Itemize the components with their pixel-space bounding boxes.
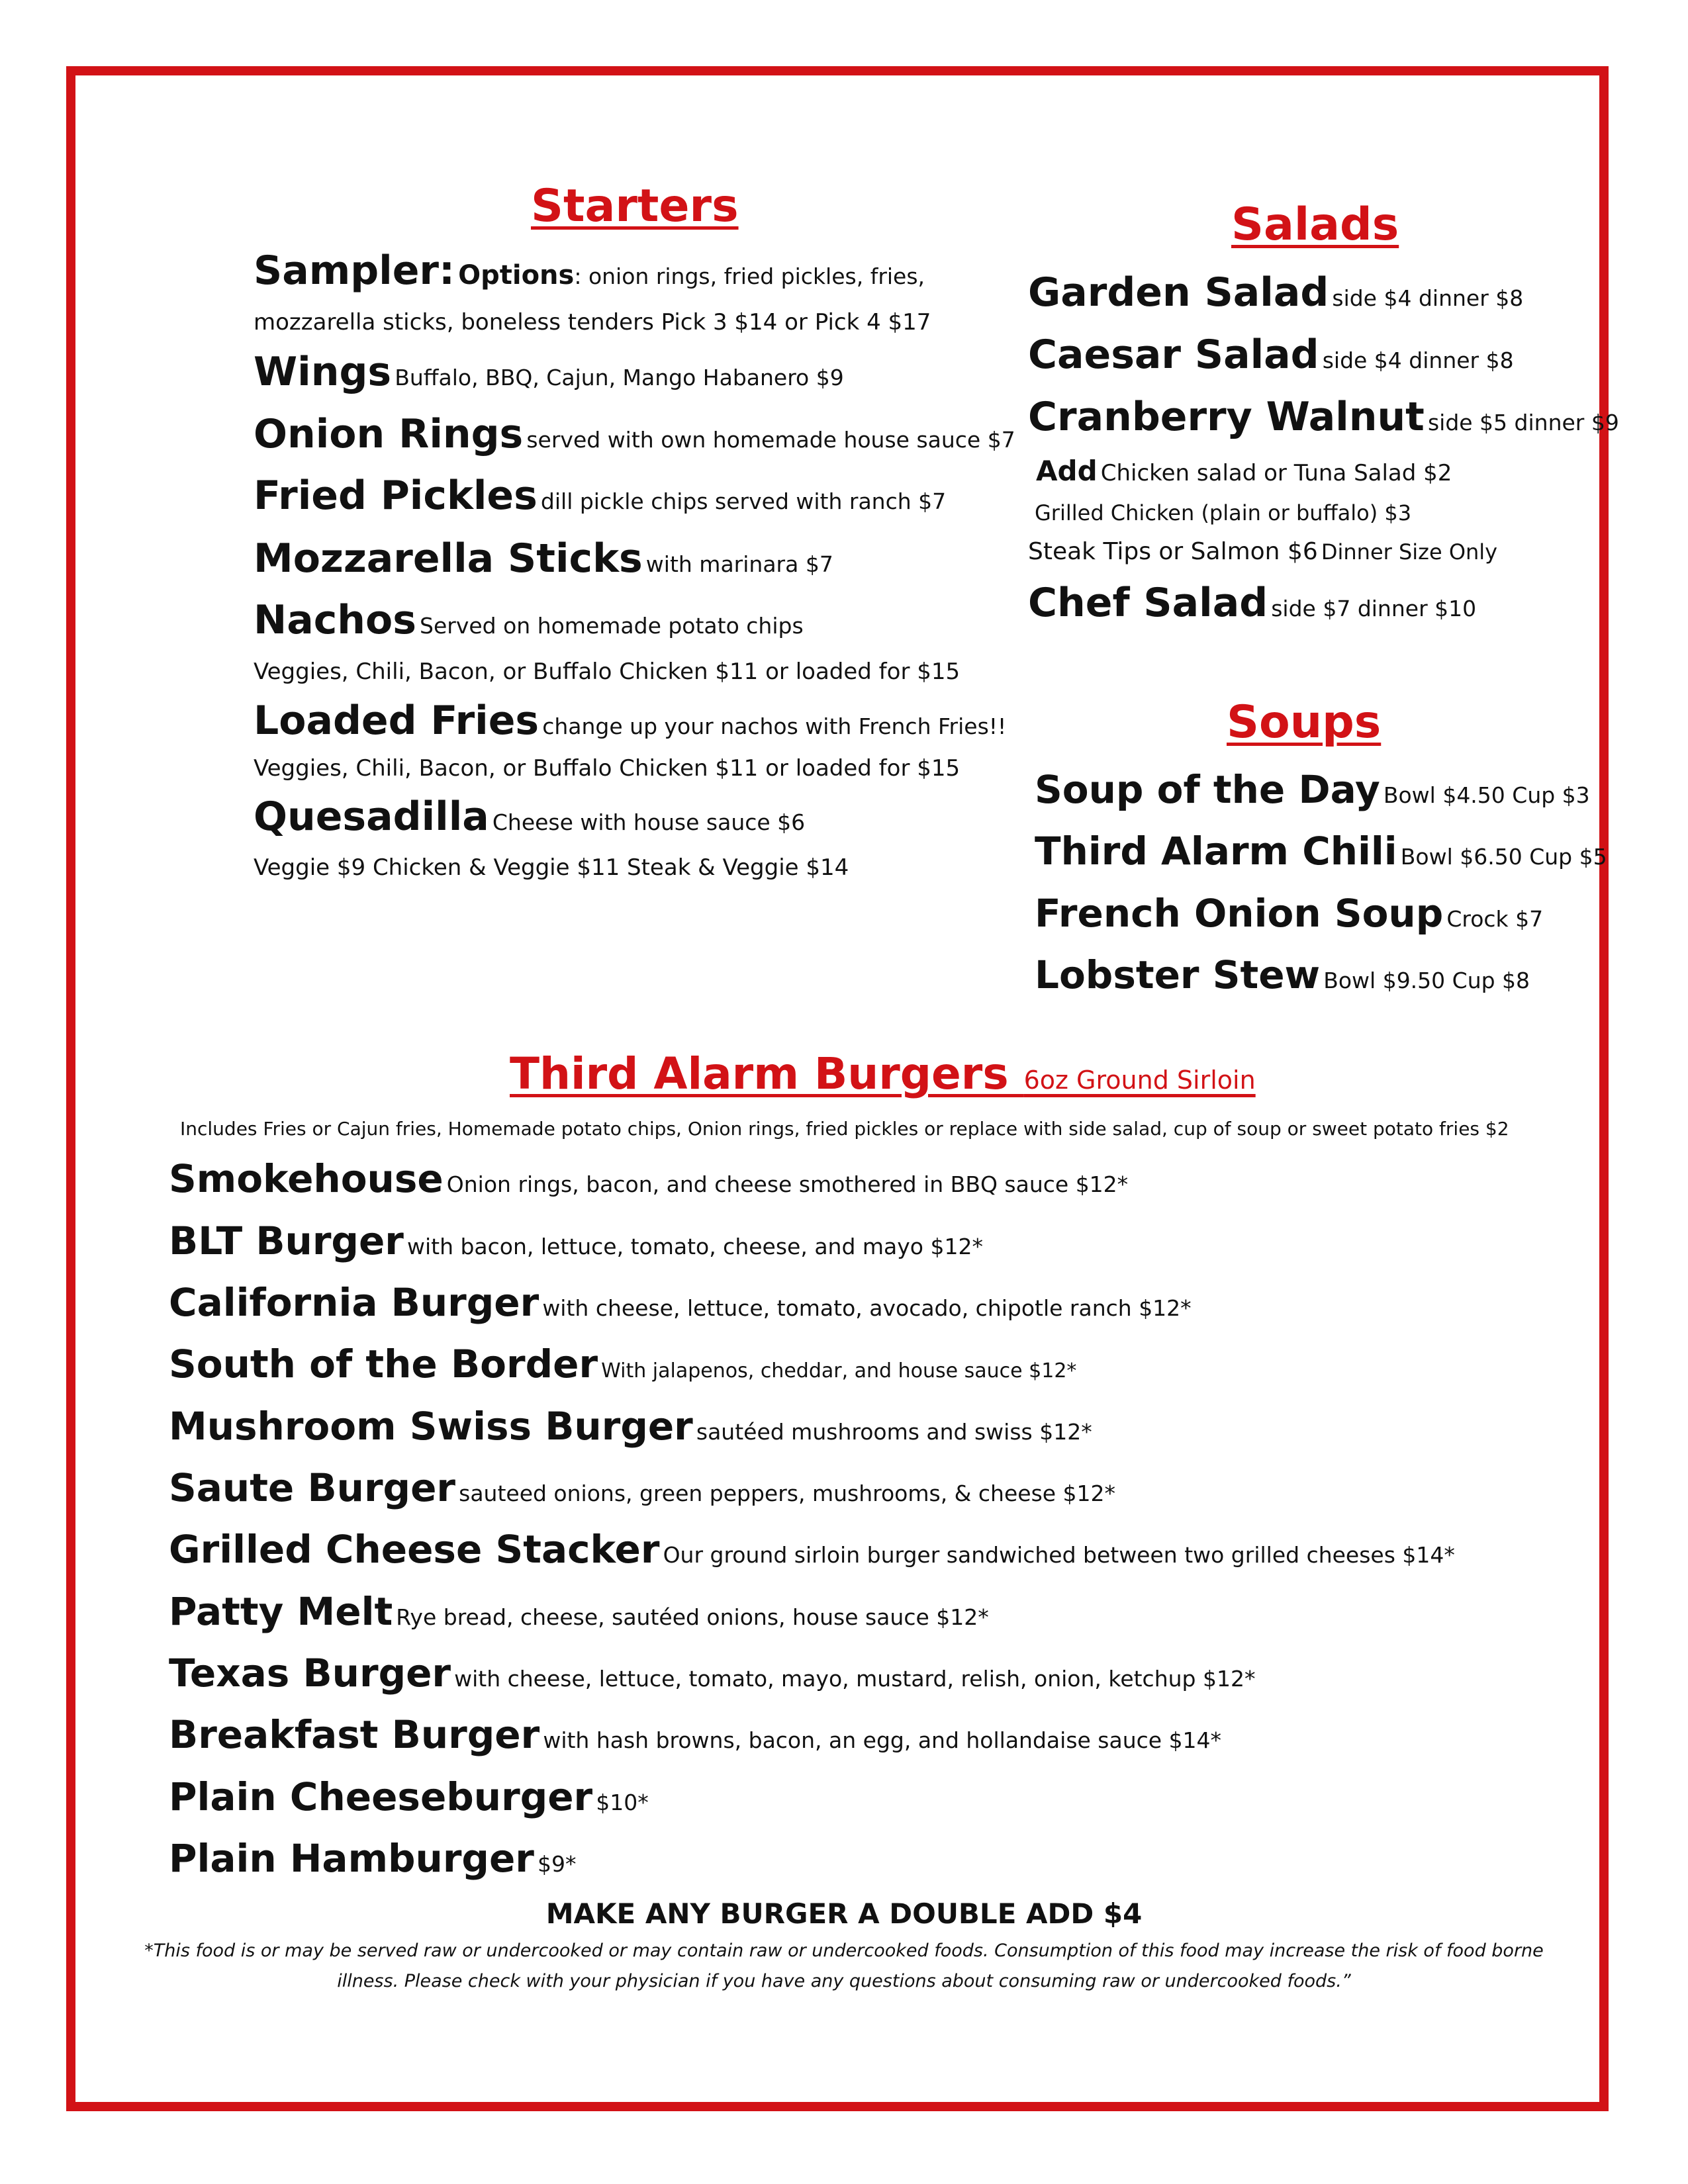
menu-item-mozzarella-sticks [254, 536, 833, 582]
item-name: Soup of the Day [1035, 767, 1380, 812]
item-name: Third Alarm Chili [1035, 829, 1397, 874]
item-name: Wings [254, 349, 392, 395]
menu-item-blt-burger [169, 1219, 983, 1263]
item-desc: with hash browns, bacon, an egg, and hollandaise sauce $14* [543, 1727, 1222, 1753]
menu-item-quesadilla [254, 794, 805, 840]
menu-item-sampler [254, 248, 925, 294]
quesadilla-note: Veggie $9 Chicken & Veggie $11 Steak & Veggie $14 [254, 854, 849, 881]
menu-item-third-alarm-chili [1035, 829, 1607, 874]
item-desc: Onion rings, bacon, and cheese smothered in BBQ sauce $12* [446, 1171, 1129, 1197]
menu-item-texas-burger [169, 1651, 1255, 1696]
item-name: California Burger [169, 1280, 539, 1325]
menu-item-garden-salad [1028, 270, 1523, 316]
item-desc: served with own homemade house sauce $7 [526, 427, 1015, 453]
item-name: Onion Rings [254, 411, 524, 457]
salad-add-line [1036, 455, 1452, 487]
double-burger-note: MAKE ANY BURGER A DOUBLE ADD $4 [545, 1897, 1143, 1930]
item-desc: with bacon, lettuce, tomato, cheese, and mayo $12* [406, 1234, 983, 1259]
menu-item-plain-cheeseburger [169, 1775, 649, 1819]
item-desc: side $4 dinner $8 [1332, 285, 1524, 311]
burgers-subheading: 6oz Ground Sirloin [1023, 1066, 1256, 1095]
menu-item-lobster-stew [1035, 953, 1530, 997]
add-line3-a: Steak Tips or Salmon $6 [1028, 538, 1318, 565]
item-desc: dill pickle chips served with ranch $7 [540, 488, 947, 514]
menu-item-south-of-the-border [169, 1342, 1076, 1387]
item-name: Patty Melt [169, 1589, 393, 1634]
item-name: Garden Salad [1028, 269, 1329, 316]
item-desc: side $7 dinner $10 [1271, 596, 1477, 621]
disclaimer-line1: *This food is or may be served raw or undercooked or may contain raw or undercooked foods. Consumption of this food may increase the risk of food borne [144, 1940, 1544, 1961]
sampler-line2: mozzarella sticks, boneless tenders Pick 3 $14 or Pick 4 $17 [254, 309, 931, 336]
menu-item-chef-salad [1028, 580, 1476, 626]
item-name: Lobster Stew [1035, 952, 1321, 997]
menu-item-patty-melt [169, 1590, 989, 1634]
item-name: Mozzarella Sticks [254, 535, 643, 582]
item-desc: Buffalo, BBQ, Cajun, Mango Habanero $9 [395, 365, 844, 390]
item-name: Quesadilla [254, 794, 489, 840]
burgers-title: Third Alarm Burgers [510, 1048, 1024, 1099]
item-desc: sauteed onions, green peppers, mushrooms, & cheese $12* [459, 1480, 1116, 1506]
item-name: Caesar Salad [1028, 332, 1319, 378]
starters-heading: Starters [531, 180, 739, 232]
item-name: Smokehouse [169, 1156, 444, 1201]
disclaimer-line2: illness. Please check with your physician if you have any questions about consuming raw or undercooked foods.” [337, 1971, 1351, 1991]
item-name: BLT Burger [169, 1218, 404, 1263]
salad-add-line3 [1028, 538, 1497, 565]
menu-item-nachos [254, 598, 804, 643]
item-name: Loaded Fries [254, 698, 539, 744]
burgers-includes: Includes Fries or Cajun fries, Homemade potato chips, Onion rings, fried pickles or replace with side salad, cup of soup or sweet potato fries $2 [180, 1118, 1509, 1140]
add-line3-b: Dinner Size Only [1321, 539, 1498, 565]
item-name: Nachos [254, 597, 416, 643]
menu-item-smokehouse [169, 1157, 1128, 1201]
menu-item-fried-pickles [254, 473, 946, 519]
add-text: Chicken salad or Tuna Salad $2 [1100, 460, 1452, 486]
item-desc: side $4 dinner $8 [1322, 347, 1514, 373]
menu-item-mushroom-swiss [169, 1404, 1092, 1449]
item-desc: change up your nachos with French Fries!! [542, 713, 1007, 739]
item-name: French Onion Soup [1035, 891, 1444, 936]
item-desc: with cheese, lettuce, tomato, avocado, chipotle ranch $12* [542, 1295, 1192, 1321]
loaded-fries-note: Veggies, Chili, Bacon, or Buffalo Chicken $11 or loaded for $15 [254, 755, 961, 782]
menu-item-cranberry-walnut [1028, 394, 1619, 440]
nachos-note: Veggies, Chili, Bacon, or Buffalo Chicken $11 or loaded for $15 [254, 659, 961, 685]
item-desc: Served on homemade potato chips [420, 613, 804, 639]
salads-heading: Salads [1231, 199, 1399, 251]
item-desc: : onion rings, fried pickles, fries, [574, 263, 925, 289]
soups-heading: Soups [1227, 696, 1382, 749]
item-desc: Crock $7 [1446, 906, 1544, 932]
menu-item-breakfast-burger [169, 1713, 1221, 1757]
item-desc: Bowl $6.50 Cup $5 [1400, 844, 1607, 870]
menu-item-soup-of-the-day [1035, 768, 1590, 812]
add-label: Add [1036, 455, 1098, 487]
menu-item-plain-hamburger [169, 1837, 576, 1881]
item-name: Fried Pickles [254, 473, 538, 519]
item-name: Texas Burger [169, 1651, 451, 1696]
menu-item-wings [254, 349, 844, 395]
item-name: Mushroom Swiss Burger [169, 1404, 693, 1449]
menu-item-french-onion-soup [1035, 891, 1543, 936]
menu-item-loaded-fries [254, 698, 1006, 744]
item-desc: Rye bread, cheese, sautéed onions, house sauce $12* [396, 1604, 989, 1630]
item-desc: Cheese with house sauce $6 [492, 809, 806, 835]
item-name: Breakfast Burger [169, 1712, 540, 1757]
burgers-heading [510, 1048, 1256, 1099]
item-name: Plain Cheeseburger [169, 1774, 593, 1819]
item-desc: with cheese, lettuce, tomato, mayo, mustard, relish, onion, ketchup $12* [454, 1666, 1256, 1692]
item-name: Cranberry Walnut [1028, 394, 1425, 440]
menu-item-grilled-cheese-stacker [169, 1527, 1455, 1572]
item-name: South of the Border [169, 1342, 598, 1387]
item-name: Sampler: [254, 248, 455, 294]
item-desc: With jalapenos, cheddar, and house sauce $12* [601, 1359, 1077, 1383]
item-desc: $9* [537, 1851, 577, 1877]
item-desc: with marinara $7 [645, 551, 833, 577]
item-name: Saute Burger [169, 1465, 456, 1510]
menu-item-saute-burger [169, 1466, 1115, 1510]
item-name: Grilled Cheese Stacker [169, 1527, 660, 1572]
menu-item-california-burger [169, 1281, 1192, 1325]
item-desc: sautéed mushrooms and swiss $12* [696, 1419, 1092, 1445]
item-desc: Bowl $9.50 Cup $8 [1323, 968, 1530, 993]
menu-item-caesar-salad [1028, 332, 1514, 378]
salad-add-line2: Grilled Chicken (plain or buffalo) $3 [1035, 500, 1412, 525]
item-name: Plain Hamburger [169, 1836, 534, 1881]
menu-item-onion-rings [254, 412, 1015, 457]
item-name: Chef Salad [1028, 580, 1268, 626]
item-desc: side $5 dinner $9 [1427, 410, 1619, 435]
options-label: Options [458, 260, 575, 291]
item-desc: $10* [596, 1790, 649, 1815]
item-desc: Our ground sirloin burger sandwiched between two grilled cheeses $14* [663, 1542, 1455, 1568]
item-desc: Bowl $4.50 Cup $3 [1383, 782, 1590, 808]
